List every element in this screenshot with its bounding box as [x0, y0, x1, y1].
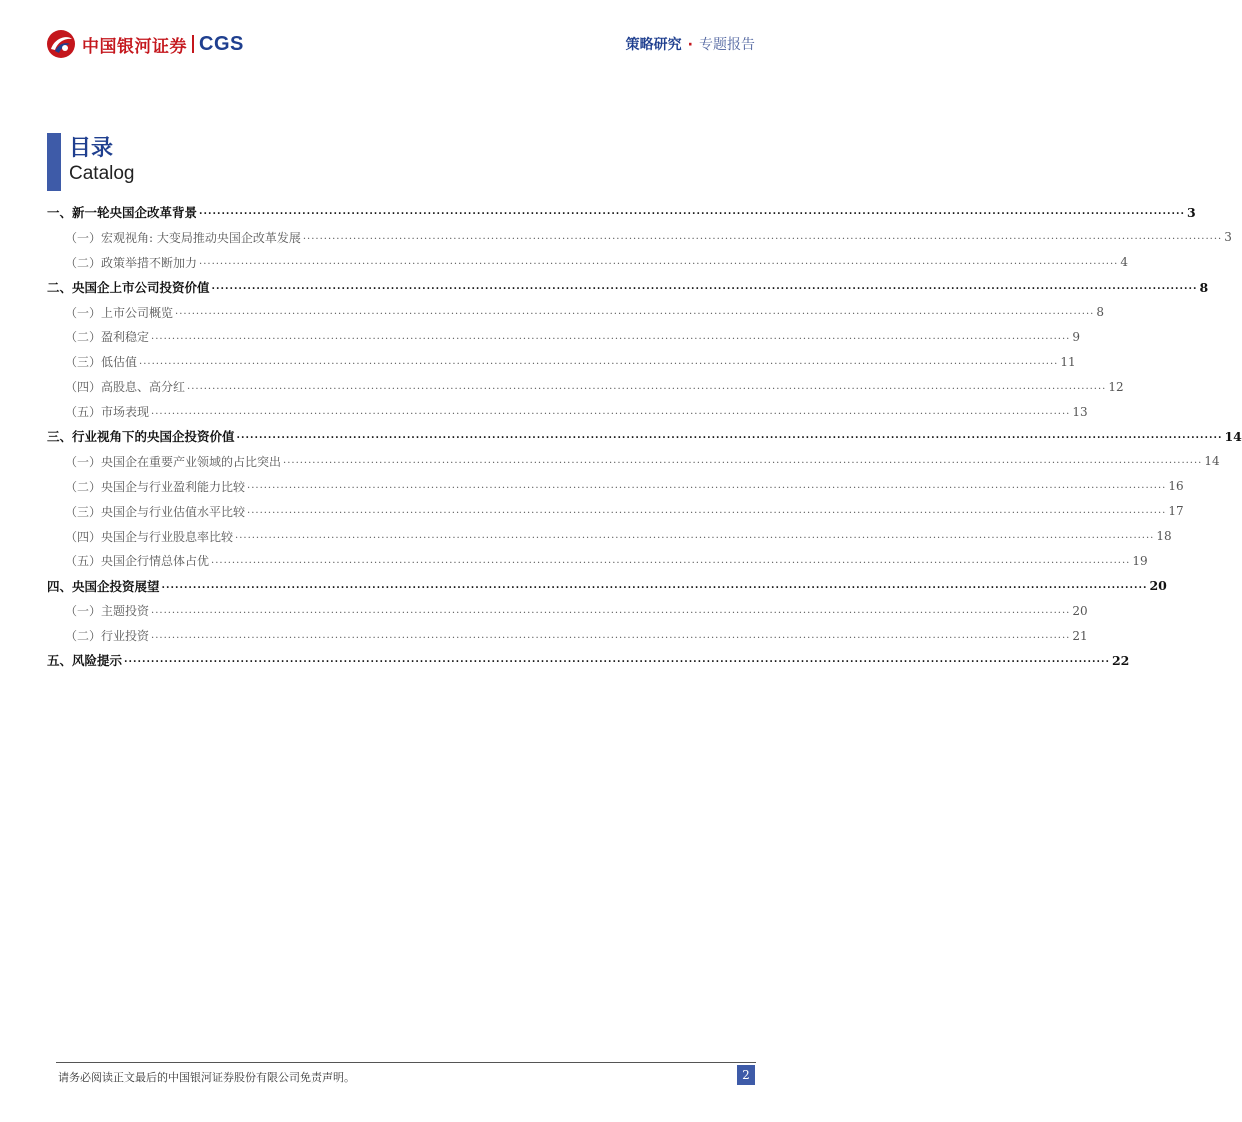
report-category: 策略研究 [625, 37, 682, 53]
cgs-logo-icon [46, 29, 76, 59]
toc-subsection-entry[interactable] [47, 623, 1088, 648]
toc-subsection-entry[interactable] [47, 449, 1220, 474]
toc-dot-leader: ............................................................................................................................................................................................................................ [139, 355, 1059, 367]
toc-entry-page-number: 3 [1224, 230, 1232, 245]
toc-dot-leader: ............................................................................................................................................................................................................................ [211, 554, 1131, 566]
footer-divider [56, 1062, 756, 1063]
toc-entry-number: 三、 [47, 429, 73, 445]
table-of-contents [47, 200, 1242, 673]
toc-entry-title: 央国企与行业估值水平比较 [101, 504, 246, 519]
toc-entry-page-number: 20 [1149, 578, 1167, 594]
toc-entry-title: 上市公司概览 [101, 305, 174, 320]
toc-entry-number: （三） [65, 355, 102, 370]
toc-dot-leader: ............................................................................................................................................................................................................................ [151, 604, 1071, 616]
toc-entry-number: 二、 [47, 280, 73, 296]
toc-entry-number: （二） [65, 629, 102, 644]
toc-section-entry[interactable] [47, 275, 1209, 300]
toc-entry-page-number: 21 [1072, 628, 1088, 643]
toc-dot-leader: ............................................................................................................................................................................................................................ [247, 480, 1167, 492]
toc-subsection-entry[interactable] [47, 474, 1184, 499]
toc-entry-number: （一） [65, 604, 102, 619]
toc-entry-title: 盈利稳定 [101, 330, 150, 345]
toc-subsection-entry[interactable] [47, 324, 1080, 349]
toc-entry-number: （二） [65, 330, 102, 345]
toc-entry-number: 一、 [47, 205, 73, 221]
toc-subsection-entry[interactable] [47, 349, 1076, 374]
logo-divider [192, 35, 194, 53]
toc-entry-title: 新一轮央国企改革背景 [72, 205, 198, 221]
catalog-title-cn: 目录 [69, 136, 114, 161]
report-type-label [626, 34, 755, 54]
toc-entry-page-number: 18 [1156, 529, 1172, 544]
toc-entry-page-number: 19 [1132, 553, 1148, 568]
toc-section-entry[interactable] [47, 648, 1130, 673]
toc-entry-page-number: 14 [1224, 428, 1242, 444]
toc-entry-number: 四、 [47, 578, 73, 594]
toc-entry-title: 主题投资 [101, 604, 150, 619]
logo-english-name: CGS [199, 32, 244, 55]
title-accent-bar [47, 133, 61, 191]
toc-entry-page-number: 16 [1168, 479, 1184, 494]
toc-entry-title: 高股息、高分红 [101, 380, 186, 395]
toc-subsection-entry[interactable] [47, 499, 1184, 524]
toc-entry-number: （五） [65, 554, 102, 569]
toc-dot-leader: ............................................................................................................................................................................................................................ [283, 455, 1203, 467]
toc-entry-title: 央国企与行业盈利能力比较 [101, 479, 246, 494]
toc-dot-leader: ............................................................................................................................................................................................................................ [199, 256, 1119, 268]
toc-entry-number: （三） [65, 504, 102, 519]
toc-entry-number: （二） [65, 479, 102, 494]
toc-entry-number: 五、 [47, 653, 73, 669]
toc-entry-title: 行业视角下的央国企投资价值 [72, 429, 235, 445]
catalog-title-en: Catalog [69, 163, 135, 184]
toc-entry-page-number: 22 [1111, 652, 1130, 668]
toc-subsection-entry[interactable] [47, 250, 1128, 275]
toc-dot-leader: ............................................................................................................................................................................................................................ [235, 530, 1155, 542]
footer-disclaimer: 请务必阅读正文最后的中国银河证券股份有限公司免责声明。 [58, 1071, 355, 1084]
page-header [0, 0, 793, 70]
toc-subsection-entry[interactable] [47, 548, 1148, 573]
toc-dot-leader: ............................................................................................................................................................................................................................ [211, 281, 1198, 293]
toc-entry-title: 市场表现 [101, 405, 150, 420]
toc-section-entry[interactable] [47, 424, 1242, 449]
toc-entry-title: 央国企上市公司投资价值 [72, 280, 210, 296]
toc-entry-title: 央国企投资展望 [72, 578, 160, 594]
toc-entry-title: 宏观视角: 大变局推动央国企改革发展 [101, 230, 301, 245]
toc-subsection-entry[interactable] [47, 374, 1124, 399]
toc-dot-leader: ............................................................................................................................................................................................................................ [124, 654, 1110, 666]
toc-entry-page-number: 12 [1108, 379, 1124, 394]
toc-subsection-entry[interactable] [47, 225, 1232, 250]
report-subtype: 专题报告 [699, 37, 755, 53]
toc-entry-page-number: 9 [1072, 329, 1080, 344]
company-logo [46, 28, 244, 60]
toc-dot-leader: ............................................................................................................................................................................................................................ [302, 231, 1223, 243]
toc-entry-title: 央国企行情总体占优 [101, 554, 210, 569]
toc-entry-number: （一） [65, 305, 102, 320]
toc-entry-page-number: 3 [1186, 204, 1196, 220]
toc-dot-leader: ............................................................................................................................................................................................................................ [247, 505, 1167, 517]
toc-entry-number: （一） [65, 454, 102, 469]
toc-subsection-entry[interactable] [47, 598, 1088, 623]
toc-entry-title: 行业投资 [101, 629, 150, 644]
toc-entry-number: （二） [65, 255, 102, 270]
toc-section-entry[interactable] [47, 573, 1167, 598]
toc-dot-leader: ............................................................................................................................................................................................................................ [151, 405, 1071, 417]
toc-entry-number: （四） [65, 380, 102, 395]
logo-chinese-name: 中国银河证券 [82, 36, 187, 57]
toc-entry-number: （五） [65, 405, 102, 420]
toc-dot-leader: ............................................................................................................................................................................................................................ [236, 430, 1223, 442]
toc-subsection-entry[interactable] [47, 524, 1172, 549]
toc-entry-title: 低估值 [101, 355, 138, 370]
toc-dot-leader: ............................................................................................................................................................................................................................ [151, 330, 1071, 342]
toc-entry-page-number: 11 [1060, 354, 1076, 369]
toc-subsection-entry[interactable] [47, 399, 1088, 424]
toc-subsection-entry[interactable] [47, 300, 1104, 325]
toc-dot-leader: ............................................................................................................................................................................................................................ [151, 629, 1071, 641]
toc-entry-page-number: 17 [1168, 504, 1184, 519]
report-separator: · [687, 37, 693, 53]
toc-dot-leader: ............................................................................................................................................................................................................................ [175, 306, 1095, 317]
toc-entry-number: （一） [65, 230, 102, 245]
toc-entry-page-number: 14 [1204, 454, 1220, 469]
toc-entry-page-number: 4 [1120, 255, 1128, 270]
toc-entry-title: 风险提示 [72, 653, 123, 669]
toc-entry-title: 政策举措不断加力 [101, 255, 198, 270]
toc-entry-page-number: 13 [1072, 404, 1088, 419]
toc-dot-leader: ............................................................................................................................................................................................................................ [187, 380, 1107, 392]
toc-dot-leader: ............................................................................................................................................................................................................................ [161, 579, 1148, 591]
page-number-badge: 2 [737, 1065, 755, 1085]
toc-dot-leader: ............................................................................................................................................................................................................................ [199, 206, 1185, 218]
toc-entry-page-number: 20 [1072, 603, 1088, 618]
toc-entry-number: （四） [65, 529, 102, 544]
toc-entry-title: 央国企在重要产业领域的占比突出 [101, 454, 282, 469]
toc-section-entry[interactable] [47, 200, 1196, 225]
toc-entry-page-number: 8 [1199, 279, 1209, 295]
toc-entry-page-number: 8 [1096, 305, 1104, 319]
toc-entry-title: 央国企与行业股息率比较 [101, 529, 234, 544]
